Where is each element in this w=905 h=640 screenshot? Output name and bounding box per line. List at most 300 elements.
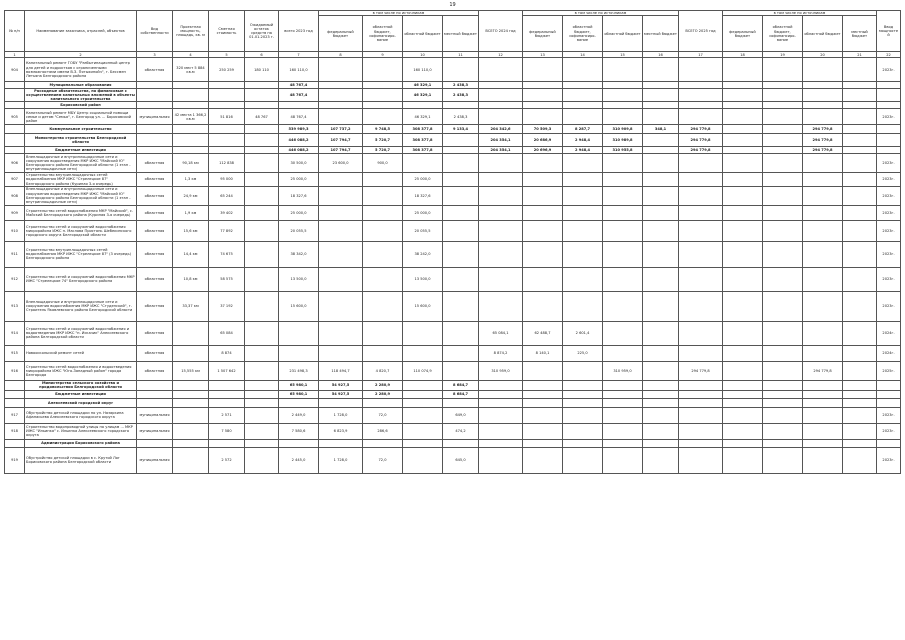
table-cell: [763, 109, 803, 125]
table-cell: [643, 82, 679, 89]
table-cell: 294 779,8: [803, 125, 843, 134]
table-cell: 915: [5, 345, 25, 361]
table-cell: 474,2: [443, 423, 479, 439]
table-cell: [173, 102, 209, 109]
table-cell: 2023г.: [877, 154, 901, 173]
table-cell: 294 779,8: [679, 147, 723, 154]
table-cell: 908: [5, 186, 25, 205]
table-cell: [279, 102, 319, 109]
table-cell: [843, 186, 877, 205]
table-cell: 37 192: [209, 291, 245, 321]
table-cell: [763, 89, 803, 102]
table-cell: [603, 58, 643, 82]
table-cell: [523, 89, 563, 102]
table-cell: [137, 125, 173, 134]
table-cell: [279, 398, 319, 407]
table-cell: 15,555 км: [173, 361, 209, 380]
table-cell: [843, 407, 877, 423]
table-cell: [563, 447, 603, 473]
table-cell: 39 402: [209, 205, 245, 220]
table-cell: 5 720,7: [363, 147, 403, 154]
table-cell: 2023г.: [877, 109, 901, 125]
table-cell: муниципальная: [137, 423, 173, 439]
table-cell: [723, 380, 763, 390]
object-name-cell: Администрация Борисовского района: [25, 439, 137, 447]
table-cell: [479, 58, 523, 82]
table-cell: [763, 439, 803, 447]
table-cell: [479, 423, 523, 439]
column-number-cell: 20: [803, 52, 843, 58]
table-cell: [723, 390, 763, 398]
table-cell: [563, 398, 603, 407]
table-cell: [563, 407, 603, 423]
table-cell: 9 133,4: [443, 125, 479, 134]
table-cell: [603, 89, 643, 102]
table-cell: [319, 109, 363, 125]
table-cell: [209, 82, 245, 89]
header-cell: областной бюджет, софинансиро-вание: [363, 16, 403, 52]
table-cell: 4 820,7: [363, 361, 403, 380]
table-cell: 46 329,1: [403, 82, 443, 89]
table-cell: [723, 345, 763, 361]
table-cell: 107 794,7: [319, 147, 363, 154]
table-cell: [5, 82, 25, 89]
table-cell: 294 779,8: [679, 361, 723, 380]
table-row: [5, 109, 901, 125]
table-cell: [245, 220, 279, 241]
table-cell: 225,0: [563, 345, 603, 361]
table-cell: 916: [5, 361, 25, 380]
table-cell: [763, 154, 803, 173]
object-name-cell: Строительство внутриплощадочных сетей водоснабжения МКР ИЖС "Стрелецкое 87" Белгородского района (Куриная 3-я очередь): [25, 173, 137, 186]
table-cell: 294 779,8: [679, 134, 723, 147]
table-cell: [5, 134, 25, 147]
table-cell: 2 280,9: [363, 380, 403, 390]
table-cell: [563, 291, 603, 321]
table-cell: [245, 89, 279, 102]
table-cell: [5, 380, 25, 390]
table-cell: [137, 439, 173, 447]
table-cell: [803, 109, 843, 125]
table-row: [5, 267, 901, 291]
table-cell: [603, 439, 643, 447]
table-cell: [723, 291, 763, 321]
table-cell: [443, 220, 479, 241]
table-cell: 46 329,1: [403, 109, 443, 125]
table-cell: [403, 321, 443, 345]
table-cell: [363, 205, 403, 220]
table-cell: [763, 267, 803, 291]
table-cell: 77 892: [209, 220, 245, 241]
table-cell: [723, 134, 763, 147]
table-cell: [679, 321, 723, 345]
header-cell: ВСЕГО 2024 год: [479, 11, 523, 52]
table-cell: [5, 102, 25, 109]
table-cell: [763, 447, 803, 473]
table-cell: 2025г.: [877, 361, 901, 380]
header-cell: Ожидаемый остаток средств на 01.01.2023 г.: [245, 11, 279, 52]
table-cell: [209, 380, 245, 390]
table-body: [5, 58, 901, 474]
table-cell: 645,0: [443, 447, 479, 473]
table-cell: [679, 186, 723, 205]
table-cell: 95 000: [209, 173, 245, 186]
table-cell: [479, 291, 523, 321]
table-cell: [173, 390, 209, 398]
table-cell: областная: [137, 321, 173, 345]
table-cell: [723, 89, 763, 102]
table-cell: 48 767: [245, 109, 279, 125]
table-cell: 348,1: [643, 125, 679, 134]
table-cell: [803, 205, 843, 220]
table-cell: [679, 109, 723, 125]
table-cell: [843, 241, 877, 267]
table-cell: [403, 398, 443, 407]
table-cell: [173, 398, 209, 407]
table-cell: [523, 267, 563, 291]
header-cell: Сметная стоимость: [209, 11, 245, 52]
table-cell: [843, 109, 877, 125]
table-row: [5, 361, 901, 380]
table-cell: [563, 423, 603, 439]
table-cell: [843, 390, 877, 398]
table-cell: [279, 439, 319, 447]
table-cell: [763, 423, 803, 439]
table-cell: [679, 89, 723, 102]
table-cell: 180 110: [245, 58, 279, 82]
table-cell: 310 909,8: [603, 125, 643, 134]
object-name-cell: Строительство сетей и сооружений водоснабжения микрорайона ИЖС п. Маслова Пристань Шебекинского городского округа Белгородской области: [25, 220, 137, 241]
table-cell: [403, 380, 443, 390]
table-cell: 24,9 км: [173, 186, 209, 205]
table-cell: [803, 291, 843, 321]
table-cell: [843, 291, 877, 321]
table-cell: [643, 380, 679, 390]
table-cell: [723, 186, 763, 205]
table-cell: [603, 220, 643, 241]
table-cell: [363, 89, 403, 102]
table-cell: [603, 109, 643, 125]
table-cell: 20 696,9: [523, 147, 563, 154]
table-cell: [643, 205, 679, 220]
table-cell: [479, 398, 523, 407]
table-cell: [319, 321, 363, 345]
section-row: [5, 390, 901, 398]
table-cell: [563, 109, 603, 125]
object-name-cell: Внеплощадочные и внутриплощадочные сети и сооружения водоснабжения МКР ИЖС "Студенский", г. Строитель Яковлевского района Белгородской области: [25, 291, 137, 321]
table-cell: [843, 439, 877, 447]
table-cell: [523, 173, 563, 186]
table-cell: [479, 380, 523, 390]
table-cell: [443, 321, 479, 345]
table-cell: областная: [137, 58, 173, 82]
table-cell: [479, 154, 523, 173]
table-cell: [603, 186, 643, 205]
table-cell: [319, 89, 363, 102]
table-cell: [245, 345, 279, 361]
table-cell: [403, 345, 443, 361]
table-cell: 65 084: [209, 321, 245, 345]
table-cell: 2023г.: [877, 220, 901, 241]
table-cell: [245, 186, 279, 205]
table-cell: 65 084,1: [479, 321, 523, 345]
table-cell: [245, 241, 279, 267]
object-name-cell: Внеплощадочные и внутриплощадочные сети и сооружения водоотведения МКР ИЖС "Майский Ю" Белгородского района Белгородской области (1 этап - внутриплощадочные сети): [25, 154, 137, 173]
table-cell: [803, 423, 843, 439]
table-cell: [443, 58, 479, 82]
table-cell: [403, 154, 443, 173]
table-cell: [137, 380, 173, 390]
table-cell: [563, 267, 603, 291]
object-name-cell: Капитальный ремонт ГОБУ "Разбытинационный центр для детей и подростков с ограниченными возможностями имени В.З. Пятыхинойч", г. Бессмен Летьяна Белгородского района: [25, 58, 137, 82]
table-cell: [603, 102, 643, 109]
table-cell: [763, 345, 803, 361]
table-cell: 308 377,8: [403, 125, 443, 134]
table-cell: 5 720,7: [363, 134, 403, 147]
table-cell: [137, 147, 173, 154]
table-cell: [319, 291, 363, 321]
table-cell: [679, 205, 723, 220]
table-cell: [137, 398, 173, 407]
table-cell: [723, 241, 763, 267]
column-number-cell: 17: [679, 52, 723, 58]
table-cell: [603, 390, 643, 398]
table-cell: [563, 186, 603, 205]
table-cell: 65 244: [209, 186, 245, 205]
object-name-cell: Капитальный ремонт МБУ Центр социальной помощи семье и детям "Семья", г. Белгород ул. ... Борисовский район: [25, 109, 137, 125]
table-cell: 917: [5, 407, 25, 423]
table-cell: [679, 220, 723, 241]
table-cell: [723, 398, 763, 407]
table-cell: [209, 147, 245, 154]
table-cell: [443, 398, 479, 407]
table-cell: [245, 102, 279, 109]
table-cell: [245, 291, 279, 321]
table-cell: [679, 345, 723, 361]
table-cell: [803, 82, 843, 89]
table-cell: 914: [5, 321, 25, 345]
table-cell: [843, 380, 877, 390]
column-number-cell: 11: [443, 52, 479, 58]
header-group: в том числе по источникам: [523, 11, 679, 16]
table-cell: областная: [137, 186, 173, 205]
column-number-cell: 14: [563, 52, 603, 58]
table-cell: [523, 241, 563, 267]
table-cell: 294 779,8: [803, 147, 843, 154]
table-cell: [643, 345, 679, 361]
table-cell: 8 287,7: [563, 125, 603, 134]
table-cell: 65 980,1: [279, 380, 319, 390]
header-cell: областной бюджет: [803, 16, 843, 52]
table-cell: [479, 186, 523, 205]
table-cell: 2023г.: [877, 205, 901, 220]
table-cell: [443, 439, 479, 447]
table-cell: [245, 147, 279, 154]
table-cell: [523, 82, 563, 89]
table-cell: 2023г.: [877, 186, 901, 205]
table-cell: 310 959,0: [603, 361, 643, 380]
table-cell: 13 500,0: [403, 267, 443, 291]
table-cell: [843, 423, 877, 439]
table-cell: [563, 173, 603, 186]
table-cell: [763, 361, 803, 380]
table-cell: [363, 186, 403, 205]
table-cell: [603, 154, 643, 173]
table-cell: [643, 439, 679, 447]
table-cell: [877, 134, 901, 147]
table-cell: [319, 241, 363, 267]
table-cell: [843, 58, 877, 82]
table-cell: [173, 147, 209, 154]
table-cell: [173, 423, 209, 439]
object-name-cell: Алексеевский городской округ: [25, 398, 137, 407]
table-row: [5, 423, 901, 439]
table-row: [5, 173, 901, 186]
table-cell: 38 342,0: [279, 241, 319, 267]
table-cell: [523, 447, 563, 473]
header-cell: областной бюджет, софинансиро-вание: [763, 16, 803, 52]
table-cell: [679, 173, 723, 186]
table-cell: [643, 58, 679, 82]
table-cell: областная: [137, 220, 173, 241]
table-cell: [763, 220, 803, 241]
table-cell: [877, 390, 901, 398]
table-cell: [803, 102, 843, 109]
table-cell: 65 980,1: [279, 390, 319, 398]
object-name-cell: Строительство сетей и сооружений водоснабжения и водоотведения МКР ИЖС "п. Искачик" Алексеевского района Белгородской области: [25, 321, 137, 345]
table-cell: 250 259: [209, 58, 245, 82]
table-cell: [443, 154, 479, 173]
header-cell: федеральный бюджет: [523, 16, 563, 52]
table-cell: [603, 345, 643, 361]
table-cell: 8 140,1: [523, 345, 563, 361]
table-cell: [479, 267, 523, 291]
column-number-cell: 12: [479, 52, 523, 58]
table-cell: 72,0: [363, 447, 403, 473]
table-cell: [723, 102, 763, 109]
table-cell: [843, 220, 877, 241]
table-row: [5, 345, 901, 361]
object-name-cell: Новооскольский ремонт сетей: [25, 345, 137, 361]
table-cell: [363, 109, 403, 125]
table-cell: [443, 345, 479, 361]
table-cell: [643, 109, 679, 125]
table-cell: [245, 407, 279, 423]
table-cell: 18 327,6: [279, 186, 319, 205]
table-cell: 70 509,3: [523, 125, 563, 134]
table-cell: 10,8 км: [173, 267, 209, 291]
table-cell: 48 767,4: [279, 89, 319, 102]
table-cell: [479, 89, 523, 102]
table-cell: 110 074,9: [403, 361, 443, 380]
table-cell: [763, 186, 803, 205]
table-cell: [319, 398, 363, 407]
table-cell: 294 779,8: [679, 125, 723, 134]
table-cell: [279, 345, 319, 361]
table-cell: 72,0: [363, 407, 403, 423]
table-cell: [443, 205, 479, 220]
table-cell: 906: [5, 154, 25, 173]
table-cell: [643, 390, 679, 398]
header-cell: Вид собственности: [137, 11, 173, 52]
table-cell: [563, 390, 603, 398]
table-cell: [479, 109, 523, 125]
table-cell: [5, 147, 25, 154]
table-cell: [363, 173, 403, 186]
table-cell: [173, 380, 209, 390]
table-cell: [843, 82, 877, 89]
table-cell: [479, 205, 523, 220]
header-group: в том числе по источникам: [723, 11, 877, 16]
table-cell: 25 000,0: [279, 173, 319, 186]
table-cell: [173, 321, 209, 345]
table-cell: [763, 407, 803, 423]
table-cell: [723, 321, 763, 345]
table-cell: [563, 89, 603, 102]
table-cell: 2023г.: [877, 447, 901, 473]
table-cell: 2 601,4: [563, 321, 603, 345]
table-cell: [877, 102, 901, 109]
table-cell: [643, 220, 679, 241]
table-cell: [643, 147, 679, 154]
section-row: [5, 439, 901, 447]
table-cell: 8 874: [209, 345, 245, 361]
table-cell: [643, 134, 679, 147]
object-name-cell: Строительство сетей водоснабжения и водоотведения микрорайона ИЖС "Юго-Западный район" города Белгорода: [25, 361, 137, 380]
header-cell: областной бюджет: [403, 16, 443, 52]
table-cell: [443, 102, 479, 109]
table-cell: [319, 102, 363, 109]
table-cell: [443, 241, 479, 267]
table-cell: [763, 241, 803, 267]
table-cell: 2 449,0: [279, 407, 319, 423]
table-cell: 286,6: [363, 423, 403, 439]
table-cell: [843, 154, 877, 173]
table-cell: [643, 154, 679, 173]
column-number-cell: 21: [843, 52, 877, 58]
table-cell: 48 767,4: [279, 82, 319, 89]
object-name-cell: Бюджетные инвестиции: [25, 147, 137, 154]
table-cell: областная: [137, 205, 173, 220]
table-cell: 30 500,0: [279, 154, 319, 173]
table-cell: [523, 398, 563, 407]
table-cell: [137, 102, 173, 109]
table-cell: [803, 58, 843, 82]
table-cell: областная: [137, 361, 173, 380]
table-cell: 446 088,2: [279, 147, 319, 154]
table-cell: 905: [5, 109, 25, 125]
object-name-cell: Строительство внутриплощадочных сетей водоснабжения МКР ИЖС "Стрелецкое 87" (3 очередь) Белгородского района: [25, 241, 137, 267]
table-cell: [843, 102, 877, 109]
table-cell: [723, 147, 763, 154]
table-row: [5, 241, 901, 267]
table-cell: 539 989,3: [279, 125, 319, 134]
table-cell: 1,3 км: [173, 173, 209, 186]
table-cell: 446 088,2: [279, 134, 319, 147]
object-name-cell: Строительство сетей и сооружений водоснабжения МКР ИЖС "Стрелецкое 74" Белгородского района: [25, 267, 137, 291]
object-name-cell: Коммунальное строительство: [25, 125, 137, 134]
table-cell: 2 438,3: [443, 82, 479, 89]
table-cell: [443, 173, 479, 186]
table-cell: [803, 439, 843, 447]
table-cell: [563, 380, 603, 390]
table-cell: 107 737,2: [319, 125, 363, 134]
table-cell: [843, 447, 877, 473]
table-cell: 2 438,3: [443, 89, 479, 102]
table-cell: [319, 267, 363, 291]
table-cell: 62 488,7: [523, 321, 563, 345]
table-cell: [563, 241, 603, 267]
